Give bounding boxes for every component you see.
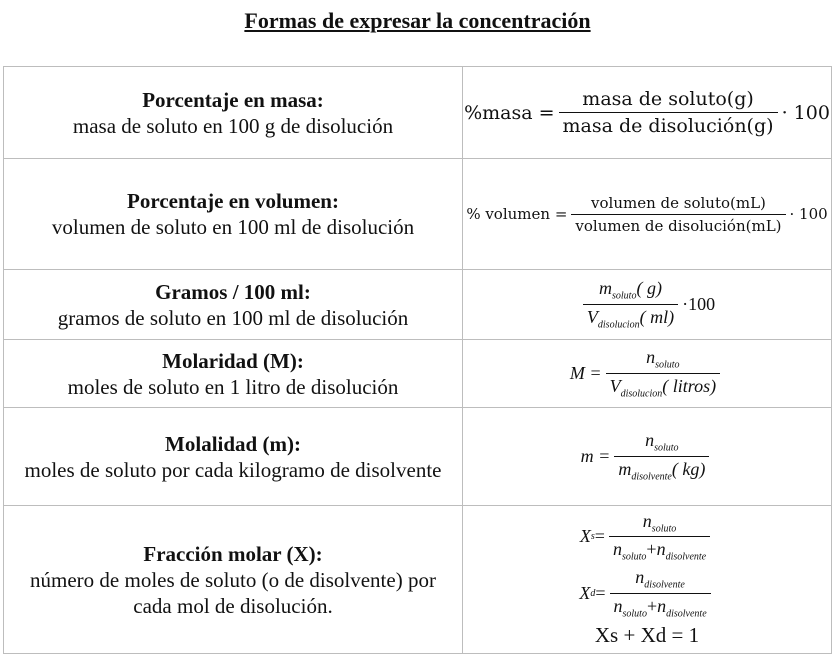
subscript: soluto: [655, 360, 680, 371]
unit: ( ml): [639, 307, 675, 327]
denominator: [610, 593, 711, 620]
table-row: [4, 408, 832, 506]
symbol: n: [657, 595, 667, 616]
numerator: [639, 511, 680, 537]
unit: ( litros): [662, 376, 717, 396]
denominator: [614, 456, 709, 483]
formula: [579, 278, 715, 330]
row-description: moles de soluto en 1 litro de disolución: [67, 374, 399, 399]
denominator: volumen de disolución(mL): [571, 214, 785, 235]
formula-lhs: % volumen =: [466, 205, 568, 223]
plus-sign: +: [646, 539, 657, 560]
numerator: [595, 278, 666, 304]
description-cell: [4, 159, 463, 270]
row-description: masa de soluto en 100 g de disolución: [72, 113, 394, 138]
formula-factor: · 100: [781, 101, 830, 124]
unit: ( kg): [671, 459, 706, 479]
symbol: m: [618, 459, 632, 479]
numerator: masa de soluto(g): [582, 88, 754, 110]
subscript: disolvente: [666, 608, 707, 620]
symbol: X: [579, 582, 591, 603]
subscript: soluto: [654, 443, 679, 454]
subscript: disolvente: [644, 579, 685, 591]
row-description: gramos de soluto en 100 ml de disolución: [57, 305, 409, 330]
fraction-sum: Xs + Xd = 1: [594, 623, 700, 648]
symbol: n: [646, 347, 656, 368]
numerator: [641, 430, 682, 456]
row-name: Molalidad (m):: [165, 431, 301, 456]
description-cell: [4, 67, 463, 159]
formula: [466, 194, 827, 235]
symbol: m: [599, 278, 613, 299]
table-row: [4, 67, 832, 159]
plus-sign: +: [646, 595, 658, 616]
description-cell: [4, 340, 463, 408]
formula-factor: · 100: [789, 205, 828, 223]
symbol: X: [579, 526, 591, 547]
equals-sign: =: [594, 526, 605, 547]
description-cell: [4, 506, 463, 654]
row-description: número de moles de soluto (o de disolvente) por cada mol de disolución.: [30, 567, 436, 618]
formula: [581, 430, 714, 482]
denominator: [609, 536, 710, 563]
equals-sign: =: [595, 582, 606, 603]
formula-cell: [463, 506, 832, 654]
subscript: soluto: [621, 552, 647, 563]
formula-lhs: M =: [569, 363, 602, 383]
table-row: [4, 270, 832, 340]
subscript: soluto: [622, 608, 647, 620]
numerator: [631, 567, 689, 593]
unit: ( g): [636, 278, 662, 299]
fraction: [614, 430, 709, 482]
formula-xs: [580, 511, 714, 563]
formula-list: [463, 511, 831, 648]
denominator: [583, 304, 678, 331]
table-row: [4, 159, 832, 270]
formula-cell: [463, 67, 832, 159]
row-description: moles de soluto por cada kilogramo de disolvente: [24, 457, 442, 482]
formula-lhs: m =: [580, 446, 611, 466]
subscript: soluto: [612, 291, 637, 302]
page-title: Formas de expresar la concentración: [244, 8, 591, 33]
description-cell: [4, 270, 463, 340]
formula-cell: [463, 340, 832, 408]
subscript: soluto: [651, 523, 677, 535]
row-name: Porcentaje en volumen:: [127, 189, 339, 213]
formula-lhs: %masa =: [464, 101, 555, 124]
subscript: disolvente: [665, 552, 707, 563]
fraction: [559, 88, 778, 137]
denominator: [606, 373, 721, 400]
subscript: d: [590, 587, 596, 599]
formula: [464, 88, 830, 137]
symbol: n: [645, 430, 655, 451]
subscript: disolucion: [620, 388, 663, 400]
fraction: [571, 194, 785, 235]
concentration-table: [3, 66, 832, 654]
subscript: disolvente: [631, 471, 672, 483]
formula-cell: [463, 270, 832, 340]
denominator: masa de disolución(g): [559, 112, 778, 137]
symbol: n: [612, 539, 622, 560]
table-row: [4, 506, 832, 654]
formula-xd: [579, 567, 714, 619]
formula-cell: [463, 159, 832, 270]
symbol: n: [613, 595, 623, 616]
subscript: s: [590, 531, 595, 543]
formula: [570, 347, 724, 399]
row-name: Gramos / 100 ml:: [155, 279, 311, 304]
fraction: [606, 347, 721, 399]
symbol: n: [656, 539, 666, 560]
table-row: [4, 340, 832, 408]
formula-factor: ·100: [682, 294, 716, 314]
numerator: [642, 347, 683, 373]
description-cell: [4, 408, 463, 506]
fraction: [609, 511, 710, 563]
row-name: Fracción molar (X):: [143, 541, 323, 566]
symbol: n: [635, 567, 645, 587]
symbol: V: [609, 376, 621, 396]
row-name: Porcentaje en masa:: [142, 87, 324, 112]
row-description: volumen de soluto en 100 ml de disolución: [51, 215, 415, 239]
symbol: V: [586, 307, 598, 327]
row-name: Molaridad (M):: [162, 348, 304, 373]
numerator: volumen de soluto(mL): [591, 193, 766, 212]
fraction: [610, 567, 711, 619]
formula-cell: [463, 408, 832, 506]
symbol: n: [642, 510, 652, 531]
subscript: disolucion: [597, 319, 640, 331]
fraction: [583, 278, 678, 330]
